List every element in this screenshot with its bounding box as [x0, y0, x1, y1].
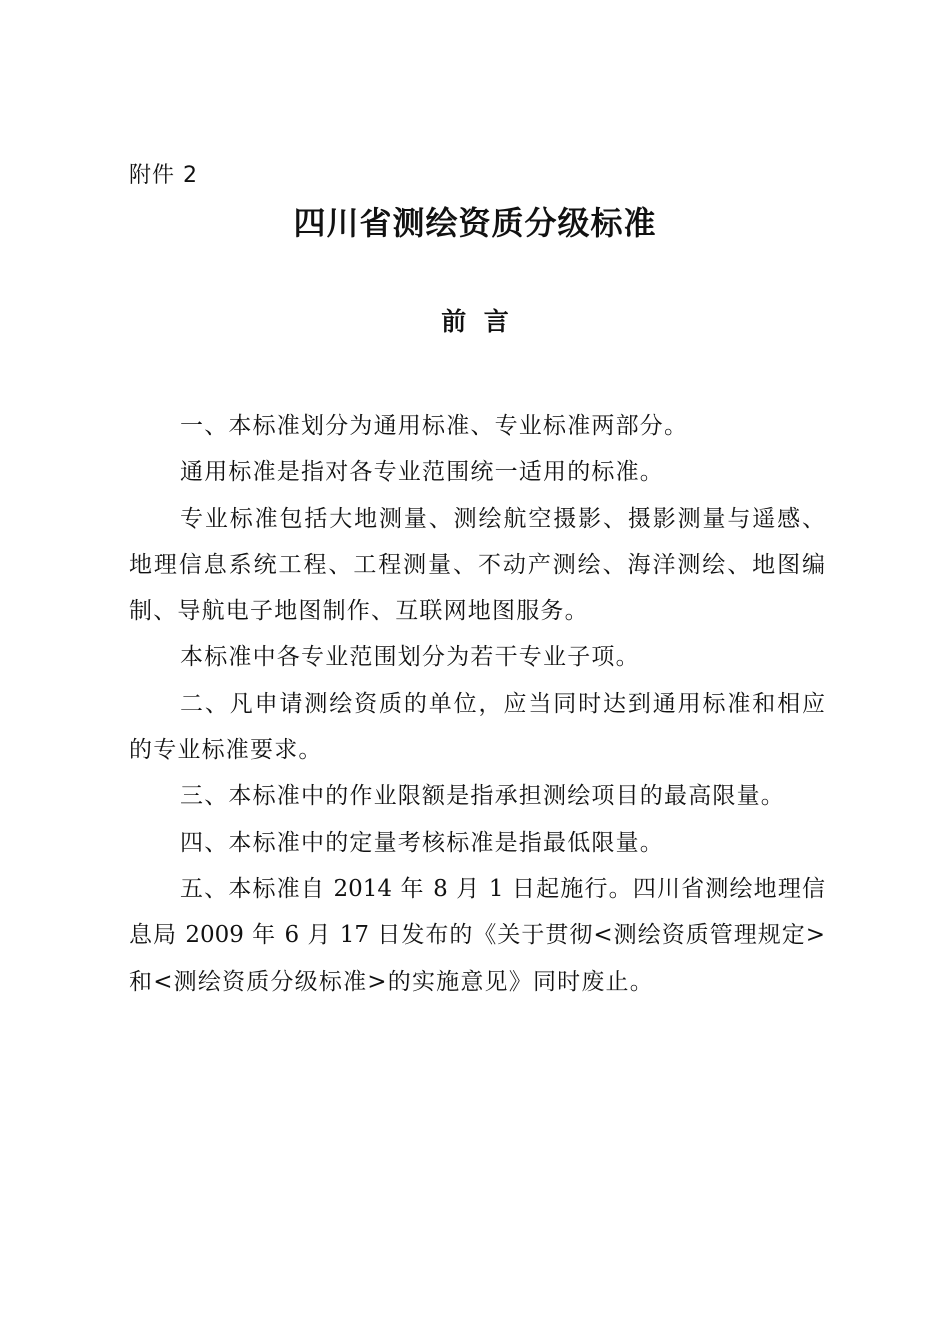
preface-body: [129, 403, 825, 1005]
paragraph-line: 和<测绘资质分级标准>的实施意见》同时废止。: [129, 968, 654, 995]
paragraph-line: 制、导航电子地图制作、互联网地图服务。: [129, 598, 589, 625]
preface-heading: [0, 302, 950, 338]
paragraph-line: 本标准中各专业范围划分为若干专业子项。: [180, 644, 640, 671]
paragraph-line: 五、本标准自 2014 年 8 月 1 日起施行。四川省测绘地理信: [180, 875, 825, 902]
paragraph-line: 地理信息系统工程、工程测量、不动产测绘、海洋测绘、地图编: [129, 551, 825, 578]
paragraph-line: 通用标准是指对各专业范围统一适用的标准。: [180, 459, 664, 486]
attachment-label: 附件 2: [129, 163, 198, 188]
paragraph-line: 一、本标准划分为通用标准、专业标准两部分。: [180, 413, 689, 439]
paragraph-line: 三、本标准中的作业限额是指承担测绘项目的最高限量。: [180, 783, 785, 810]
paragraph-line: 二、凡申请测绘资质的单位，应当同时达到通用标准和相应: [180, 690, 825, 717]
paragraph-line: 四、本标准中的定量考核标准是指最低限量。: [180, 829, 664, 856]
preface-heading-text: 前 言: [441, 307, 509, 336]
paragraph-line: 息局 2009 年 6 月 17 日发布的《关于贯彻<测绘资质管理规定>: [129, 922, 825, 949]
paragraph-line: 专业标准包括大地测量、测绘航空摄影、摄影测量与遥感、: [180, 505, 825, 532]
document-title: 四川省测绘资质分级标准: [293, 204, 657, 242]
paragraph-line: 的专业标准要求。: [129, 737, 323, 764]
